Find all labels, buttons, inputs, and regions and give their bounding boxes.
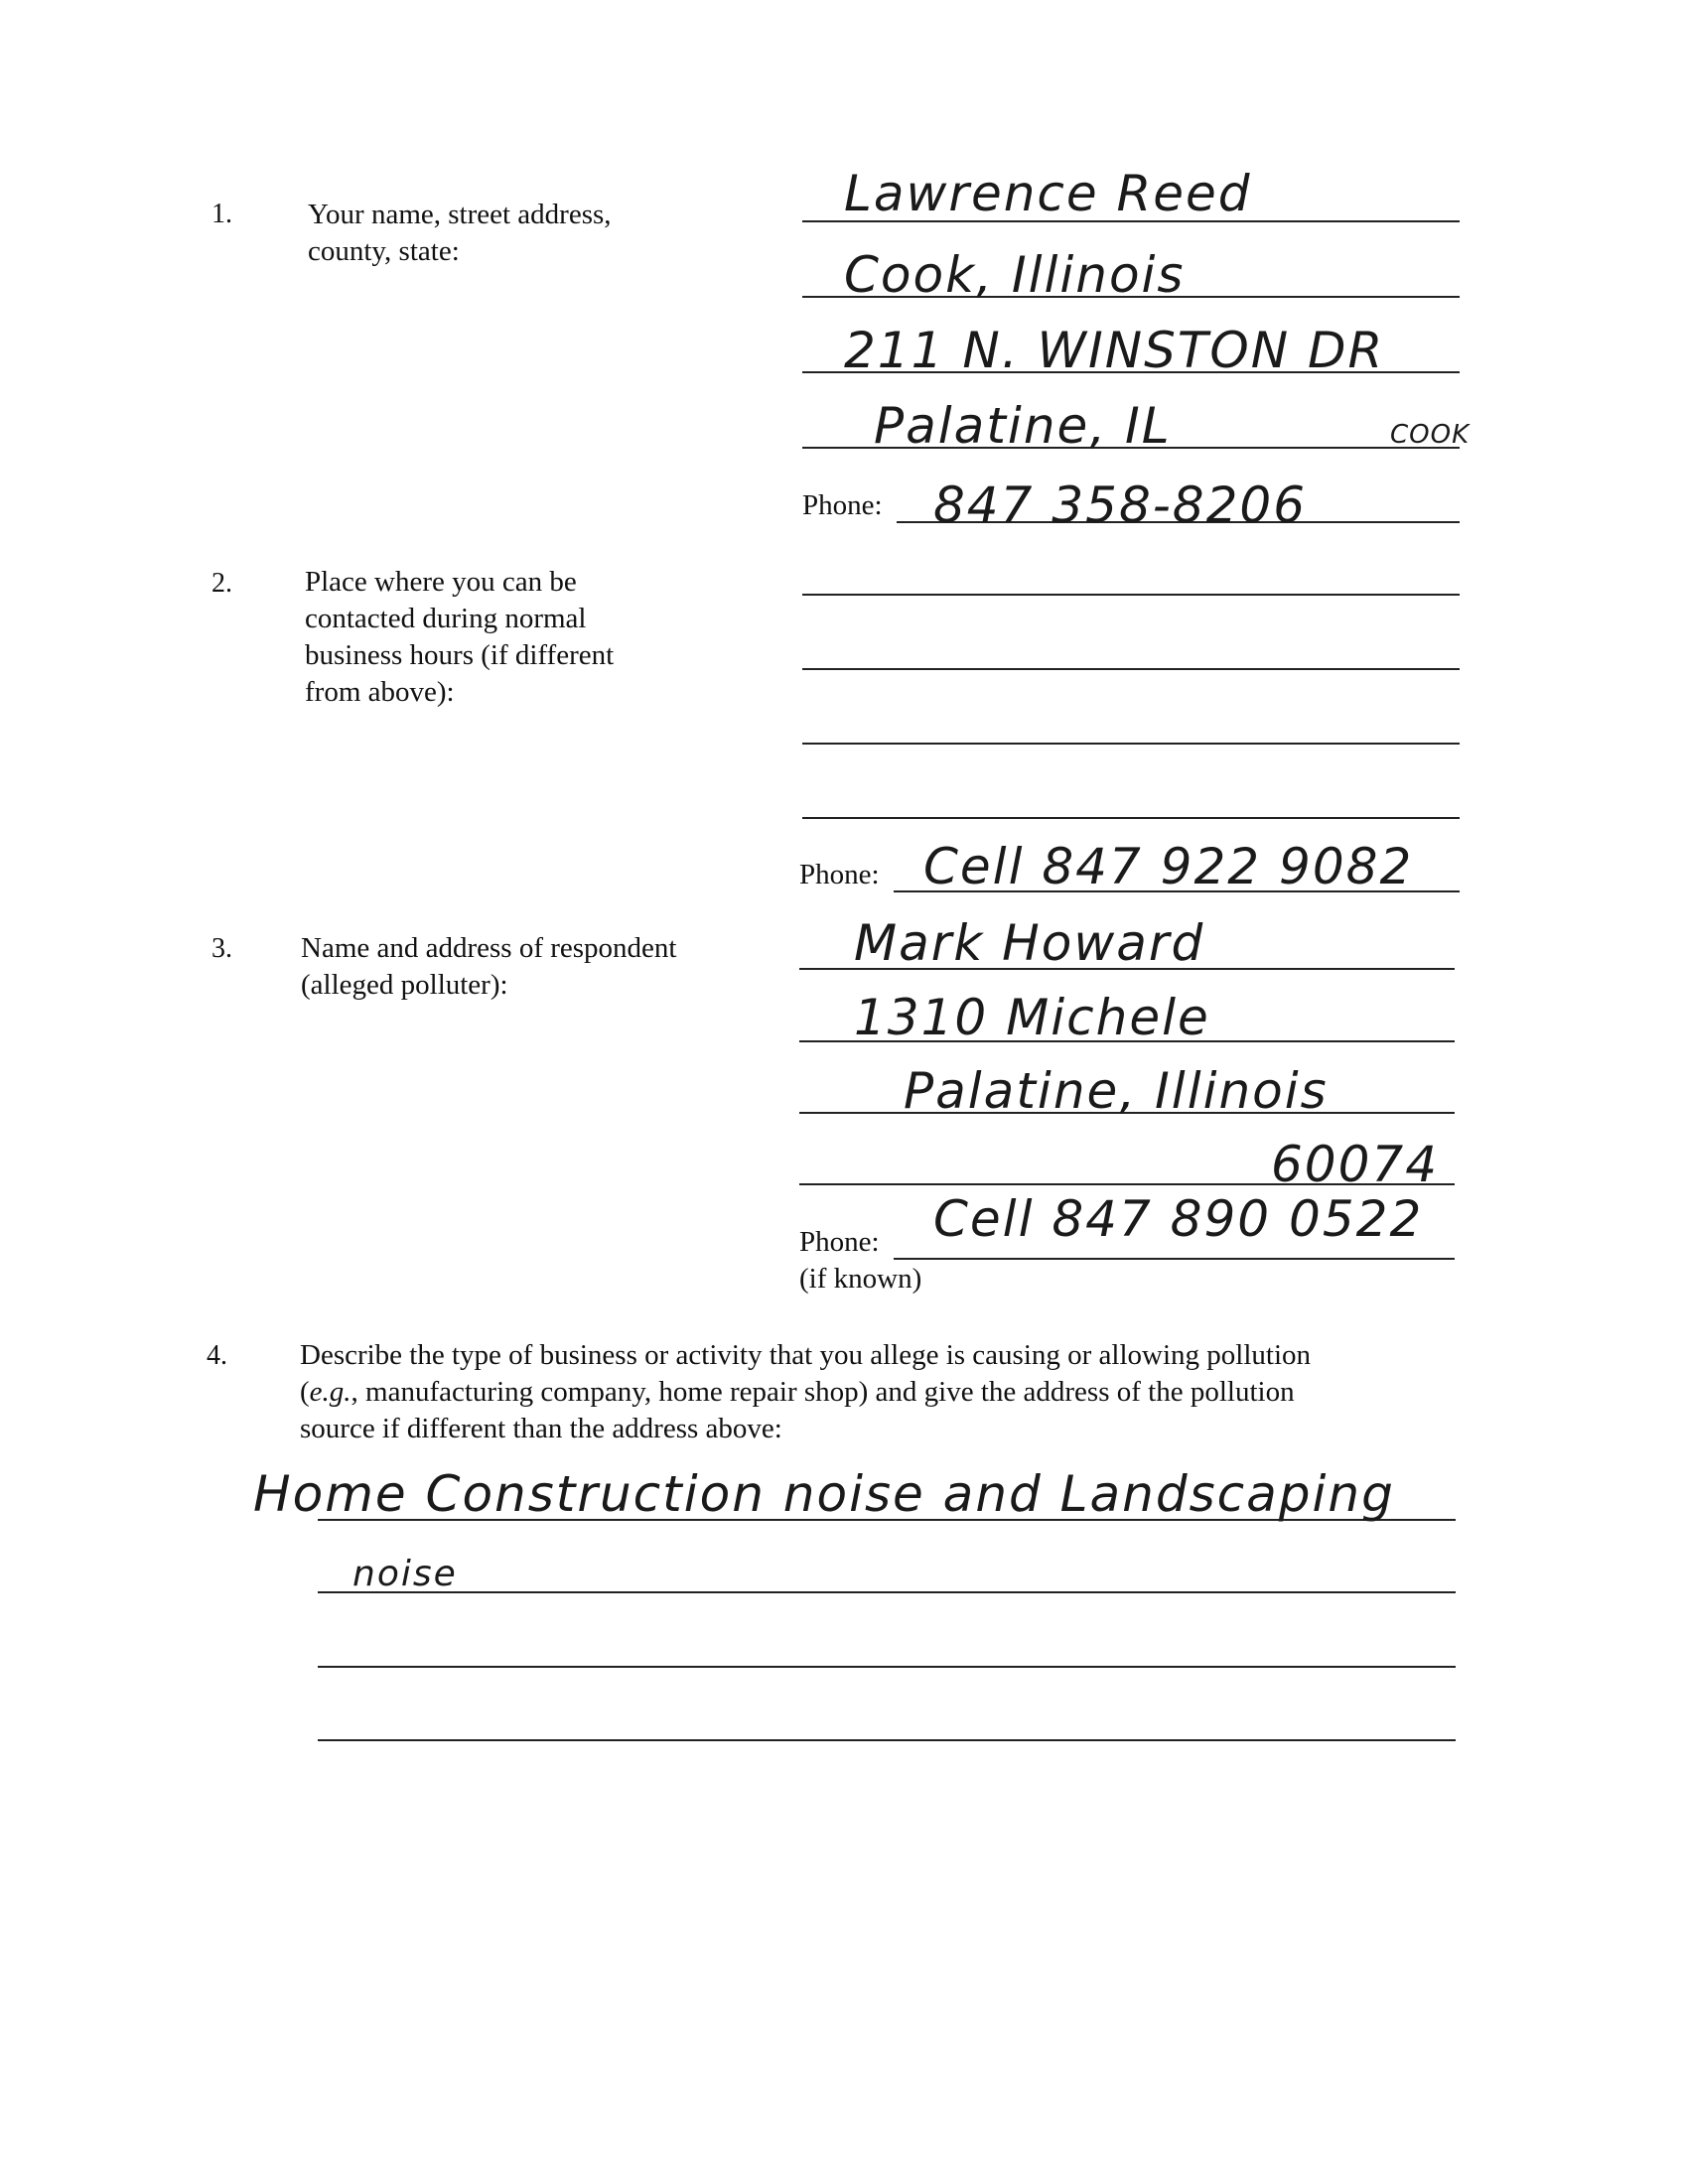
- q2-phone-field[interactable]: Cell 847 922 9082: [923, 838, 1414, 895]
- q2-phone-label: Phone:: [799, 859, 880, 890]
- q4-prompt-line2: (e.g., manufacturing company, home repair shop) and give the address of the pollution: [300, 1376, 1295, 1408]
- q2-line-3[interactable]: [802, 743, 1460, 745]
- q3-zip-field[interactable]: 60074: [1271, 1136, 1440, 1193]
- q1-city-note: COOK: [1390, 420, 1471, 450]
- q2-line-4[interactable]: [802, 817, 1460, 819]
- q4-answer-line-3[interactable]: [318, 1666, 1456, 1668]
- q2-number: 2.: [211, 568, 232, 599]
- q1-prompt: Your name, street address, county, state:: [308, 199, 612, 267]
- q4-number: 4.: [207, 1340, 227, 1371]
- q3-city-field[interactable]: Palatine, Illinois: [904, 1062, 1329, 1120]
- q2-prompt: Place where you can be contacted during normal business hours (if different from above):: [305, 566, 615, 708]
- q1-name-field[interactable]: Lawrence Reed: [844, 165, 1252, 222]
- q4-answer-field-1[interactable]: Home Construction noise and Landscaping: [253, 1465, 1395, 1523]
- q3-phone-line: [894, 1258, 1455, 1260]
- q1-county-state-field[interactable]: Cook, Illinois: [844, 246, 1186, 304]
- q2-line-2[interactable]: [802, 668, 1460, 670]
- q1-number: 1.: [211, 199, 232, 229]
- q3-phone-field[interactable]: Cell 847 890 0522: [933, 1190, 1424, 1248]
- q3-phone-known-label: (if known): [799, 1263, 922, 1295]
- q4-answer-line-4[interactable]: [318, 1739, 1456, 1741]
- q3-street-field[interactable]: 1310 Michele: [854, 989, 1210, 1046]
- q3-prompt: Name and address of respondent (alleged polluter):: [301, 932, 677, 1001]
- q3-phone-label: Phone:: [799, 1226, 880, 1258]
- q1-phone-label: Phone:: [802, 489, 883, 521]
- q4-answer-line-2: [318, 1591, 1456, 1593]
- q1-city-field[interactable]: Palatine, IL: [874, 397, 1172, 455]
- q3-number: 3.: [211, 933, 232, 964]
- q4-prompt: Describe the type of business or activity that you allege is causing or allowing pollution (e.g., manufacturing company, home repair shop) and give the address of the pollution source if different than the address above:: [300, 1337, 1472, 1447]
- q3-name-field[interactable]: Mark Howard: [854, 914, 1205, 972]
- q1-street-field[interactable]: 211 N. WINSTON DR: [844, 322, 1385, 379]
- q4-answer-field-2[interactable]: noise: [352, 1554, 458, 1594]
- q1-phone-field[interactable]: 847 358-8206: [933, 477, 1308, 534]
- q2-line-1[interactable]: [802, 594, 1460, 596]
